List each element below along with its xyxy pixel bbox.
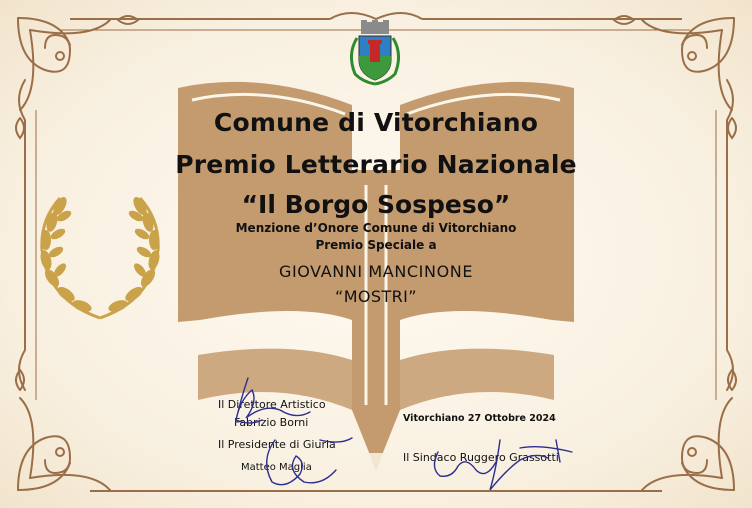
winner-name: GIOVANNI MANCINONE [278, 262, 474, 281]
date-place: Vitorchiano 27 Ottobre 2024 [403, 413, 556, 424]
coat-of-arms-icon [345, 20, 405, 86]
president-role: Il Presidente di Giuria [218, 438, 336, 451]
work-title: “MOSTRI” [335, 287, 417, 306]
honor-mention: Menzione d’Onore Comune di Vitorchiano [235, 221, 517, 235]
mayor-signature-label: Il Sindaco Ruggero Grassotti [403, 451, 559, 464]
director-role: Il Direttore Artistico [218, 398, 326, 411]
special-prize-label: Premio Speciale a [315, 238, 437, 252]
president-name: Matteo Maglia [241, 462, 312, 473]
prize-title: “Il Borgo Sospeso” [241, 190, 511, 219]
director-name: Fabrizio Borni [234, 416, 309, 429]
prize-name: Premio Letterario Nazionale [175, 150, 577, 179]
issuer-title: Comune di Vitorchiano [213, 108, 539, 137]
